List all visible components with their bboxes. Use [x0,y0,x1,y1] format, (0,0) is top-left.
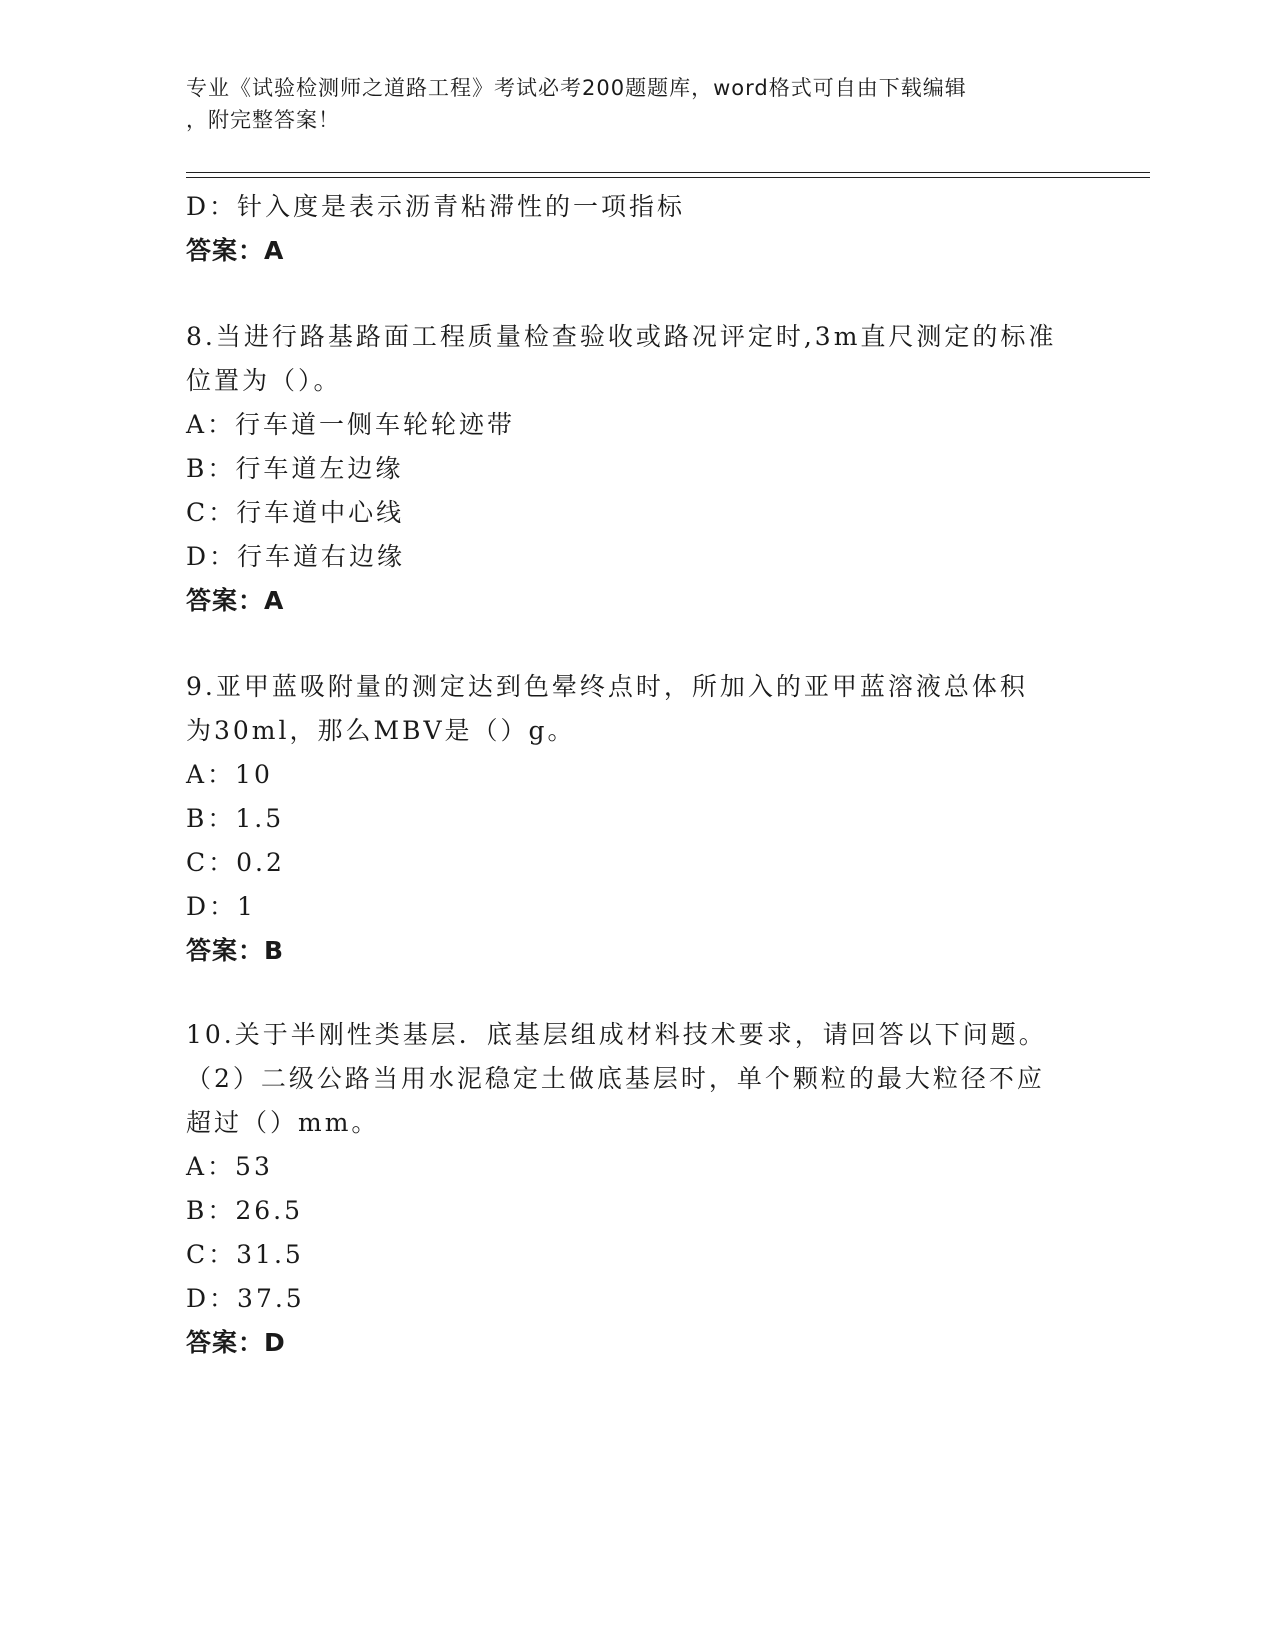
question-10-stem-line-3: 超过（）mm。 [186,1108,380,1137]
question-10-option-a: A：53 [186,1152,273,1181]
question-8-stem-line-1: 8.当进行路基路面工程质量检查验收或路况评定时,3m直尺测定的标准 [186,322,1057,351]
question-8-answer: 答案：A [186,586,285,615]
question-8-option-a: A：行车道一侧车轮轮迹带 [186,410,516,439]
question-9-option-c: C：0.2 [186,848,285,877]
question-9-stem-line-2: 为30ml，那么MBV是（）g。 [186,716,576,745]
question-10-answer: 答案：D [186,1328,286,1357]
question-10-stem-line-2: （2）二级公路当用水泥稳定土做底基层时，单个颗粒的最大粒径不应 [186,1064,1045,1093]
question-9-option-a: A：10 [186,760,273,789]
question-9-stem-line-1: 9.亚甲蓝吸附量的测定达到色晕终点时，所加入的亚甲蓝溶液总体积 [186,672,1028,701]
previous-question-answer: 答案：A [186,236,285,265]
question-8-option-b: B：行车道左边缘 [186,454,404,483]
question-8-option-c: C：行车道中心线 [186,498,405,527]
question-8-stem-line-2: 位置为（）。 [186,366,342,395]
header-rule-bottom [186,177,1150,178]
header-rule-top [186,172,1150,173]
question-10-option-b: B：26.5 [186,1196,304,1225]
question-10-stem-line-1: 10.关于半刚性类基层．底基层组成材料技术要求，请回答以下问题。 [186,1020,1047,1049]
question-9-option-b: B：1.5 [186,804,285,833]
question-9-option-d: D：1 [186,892,256,921]
question-9-answer: 答案：B [186,936,285,965]
header-title-line-1: 专业《试验检测师之道路工程》考试必考200题题库，word格式可自由下载编辑 [186,76,967,100]
previous-question-option-d: D：针入度是表示沥青粘滞性的一项指标 [186,192,686,221]
question-8-option-d: D：行车道右边缘 [186,542,406,571]
question-10-option-c: C：31.5 [186,1240,304,1269]
header-title-line-2: ，附完整答案！ [186,108,340,132]
question-10-option-d: D：37.5 [186,1284,305,1313]
